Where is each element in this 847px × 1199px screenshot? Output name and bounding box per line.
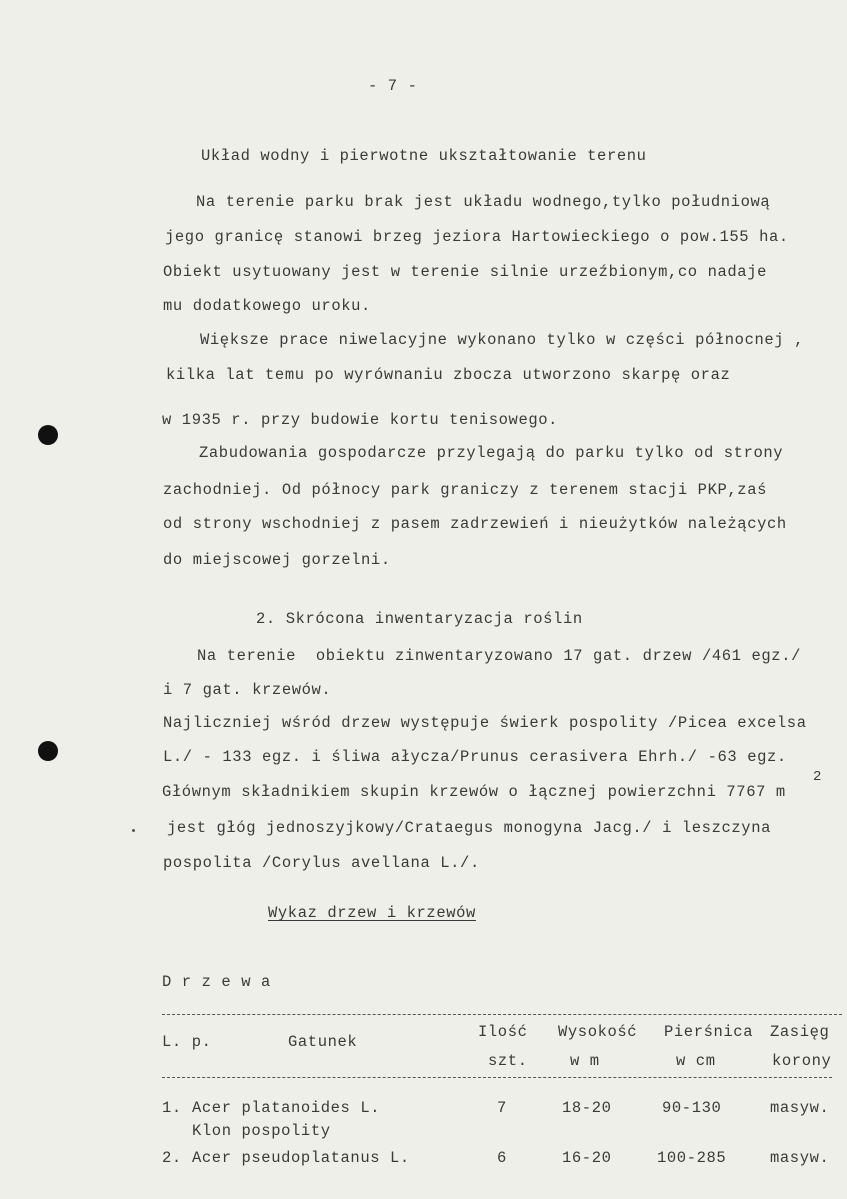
table-rule-header: [162, 1077, 832, 1078]
cell-ilosc: 6: [497, 1149, 507, 1167]
header-ilosc-unit: szt.: [488, 1052, 528, 1070]
superscript: 2: [813, 769, 822, 785]
paragraph-line: w 1935 r. przy budowie kortu tenisowego.: [162, 411, 559, 429]
cell-gatunek-pl: Klon pospolity: [192, 1122, 331, 1140]
paragraph-line: pospolita /Corylus avellana L./.: [163, 854, 480, 872]
page-speck: [132, 829, 135, 832]
cell-gatunek: Acer pseudoplatanus L.: [192, 1149, 410, 1167]
section-title: Układ wodny i pierwotne ukształtowanie terenu: [201, 147, 647, 165]
paragraph-line: i 7 gat. krzewów.: [163, 681, 332, 699]
paragraph-line: jest głóg jednoszyjkowy/Crataegus monogyna Jacg./ i leszczyna: [167, 819, 771, 837]
header-ilosc: Ilość: [478, 1023, 528, 1041]
paragraph-line: jego granicę stanowi brzeg jeziora Hartowieckiego o pow.155 ha.: [165, 228, 789, 246]
cell-gatunek: Acer platanoides L.: [192, 1099, 381, 1117]
list-title: Wykaz drzew i krzewów: [268, 904, 476, 922]
paragraph-line: Większe prace niwelacyjne wykonano tylko w części północnej ,: [200, 331, 804, 349]
cell-ilosc: 7: [497, 1099, 507, 1117]
paragraph-line: do miejscowej gorzelni.: [163, 551, 391, 569]
paragraph-line: Obiekt usytuowany jest w terenie silnie urzeźbionym,co nadaje: [163, 263, 767, 281]
cell-lp: 2.: [162, 1149, 182, 1167]
header-piersnica-unit: w cm: [676, 1052, 716, 1070]
paragraph-line: Na terenie obiektu zinwentaryzowano 17 gat. drzew /461 egz./: [197, 647, 801, 665]
paragraph-line: Zabudowania gospodarcze przylegają do parku tylko od strony: [199, 444, 784, 462]
section-title: 2. Skrócona inwentaryzacja roślin: [256, 610, 583, 628]
cell-lp: 1.: [162, 1099, 182, 1117]
paragraph-line: kilka lat temu po wyrównaniu zbocza utworzono skarpę oraz: [166, 366, 731, 384]
cell-zasieg: masyw.: [770, 1099, 830, 1117]
paragraph-line: Głównym składnikiem skupin krzewów o łącznej powierzchni 7767 m: [162, 783, 786, 801]
header-zasieg-unit: korony: [772, 1052, 832, 1070]
binder-hole-bottom: [38, 741, 58, 761]
paragraph-line: zachodniej. Od północy park graniczy z terenem stacji PKP,zaś: [163, 481, 767, 499]
paragraph-line: L./ - 133 egz. i śliwa ałycza/Prunus cerasivera Ehrh./ -63 egz.: [163, 748, 787, 766]
header-piersnica: Pierśnica: [664, 1023, 754, 1041]
cell-wysokosc: 18-20: [562, 1099, 612, 1117]
paragraph-line: Najliczniej wśród drzew występuje świerk pospolity /Picea excelsa: [163, 714, 807, 732]
header-zasieg: Zasięg: [770, 1023, 830, 1041]
binder-hole-top: [38, 425, 58, 445]
paragraph-line: mu dodatkowego uroku.: [163, 297, 371, 315]
paragraph-line: od strony wschodniej z pasem zadrzewień i nieużytków należących: [163, 515, 787, 533]
paragraph-line: Na terenie parku brak jest układu wodnego,tylko południową: [196, 193, 771, 211]
table-rule-top: [162, 1014, 842, 1015]
cell-wysokosc: 16-20: [562, 1149, 612, 1167]
header-lp: L. p.: [162, 1033, 212, 1051]
cell-piersnica: 100-285: [657, 1149, 727, 1167]
table-caption: D r z e w a: [162, 973, 271, 991]
page-number: - 7 -: [368, 77, 418, 95]
cell-zasieg: masyw.: [770, 1149, 830, 1167]
header-wysokosc: Wysokość: [558, 1023, 638, 1041]
header-wysokosc-unit: w m: [570, 1052, 600, 1070]
cell-piersnica: 90-130: [662, 1099, 722, 1117]
header-gatunek: Gatunek: [288, 1033, 358, 1051]
